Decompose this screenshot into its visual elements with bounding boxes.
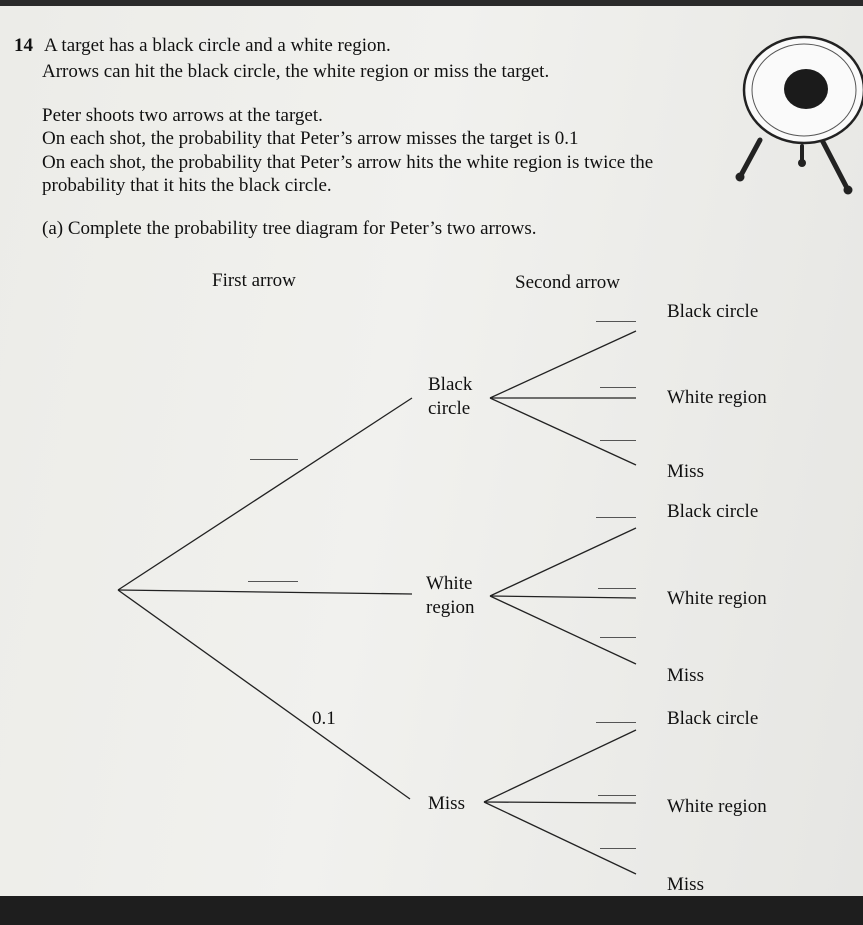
prob-blank-miss-bc[interactable] <box>596 722 636 723</box>
first-outcome-miss: Miss <box>428 793 465 814</box>
question-line-4: On each shot, the probability that Peter’s arrow misses the target is 0.1 <box>42 128 579 149</box>
second-outcome-label: Miss <box>667 461 704 482</box>
first-outcome-black-1: Black <box>428 374 473 395</box>
prob-blank-wr-wr[interactable] <box>598 588 636 589</box>
prob-blank-wr-miss[interactable] <box>600 637 636 638</box>
first-arrow-header: First arrow <box>212 270 296 291</box>
question-line-2: Arrows can hit the black circle, the white region or miss the target. <box>42 61 550 82</box>
second-outcome-label: Miss <box>667 665 704 686</box>
branch-first-black <box>118 398 412 590</box>
prob-blank-miss-miss[interactable] <box>600 848 636 849</box>
first-outcome-black-2: circle <box>428 398 471 419</box>
second-outcome-label: White region <box>667 796 767 817</box>
first-outcome-white-2: region <box>426 597 475 618</box>
target-easel-legs <box>736 140 853 195</box>
branch-first-white <box>118 590 412 594</box>
part-a-instruction: (a) Complete the probability tree diagram for Peter’s two arrows. <box>42 218 537 239</box>
prob-blank-bc-bc[interactable] <box>596 321 636 322</box>
question-line-6: probability that it hits the black circle. <box>42 175 332 196</box>
question-number: 14 <box>14 35 33 56</box>
second-outcome-label: Black circle <box>667 501 759 522</box>
branch-miss-bc <box>484 730 636 802</box>
question-line-1: A target has a black circle and a white region. <box>44 35 391 56</box>
second-outcome-label: Black circle <box>667 708 759 729</box>
prob-blank-bc-miss[interactable] <box>600 440 636 441</box>
second-outcome-label: Miss <box>667 874 704 895</box>
second-arrow-branches <box>484 331 636 874</box>
prob-blank-miss-wr[interactable] <box>598 795 636 796</box>
prob-blank-first-white[interactable] <box>248 581 298 582</box>
second-outcome-label: White region <box>667 387 767 408</box>
target-black-circle <box>784 69 828 109</box>
question-line-5: On each shot, the probability that Peter’s arrow hits the white region is twice the <box>42 152 654 173</box>
prob-blank-bc-wr[interactable] <box>600 387 636 388</box>
question-line-3: Peter shoots two arrows at the target. <box>42 105 323 126</box>
first-outcome-white-1: White <box>426 573 473 594</box>
prob-blank-first-black[interactable] <box>250 459 298 460</box>
prob-first-miss: 0.1 <box>312 708 336 729</box>
prob-blank-wr-bc[interactable] <box>596 517 636 518</box>
branch-wr-bc <box>490 528 636 596</box>
second-outcome-label: Black circle <box>667 301 759 322</box>
second-outcome-label: White region <box>667 588 767 609</box>
target-illustration <box>736 37 863 195</box>
second-arrow-header: Second arrow <box>515 272 620 293</box>
branch-first-miss <box>118 590 410 799</box>
